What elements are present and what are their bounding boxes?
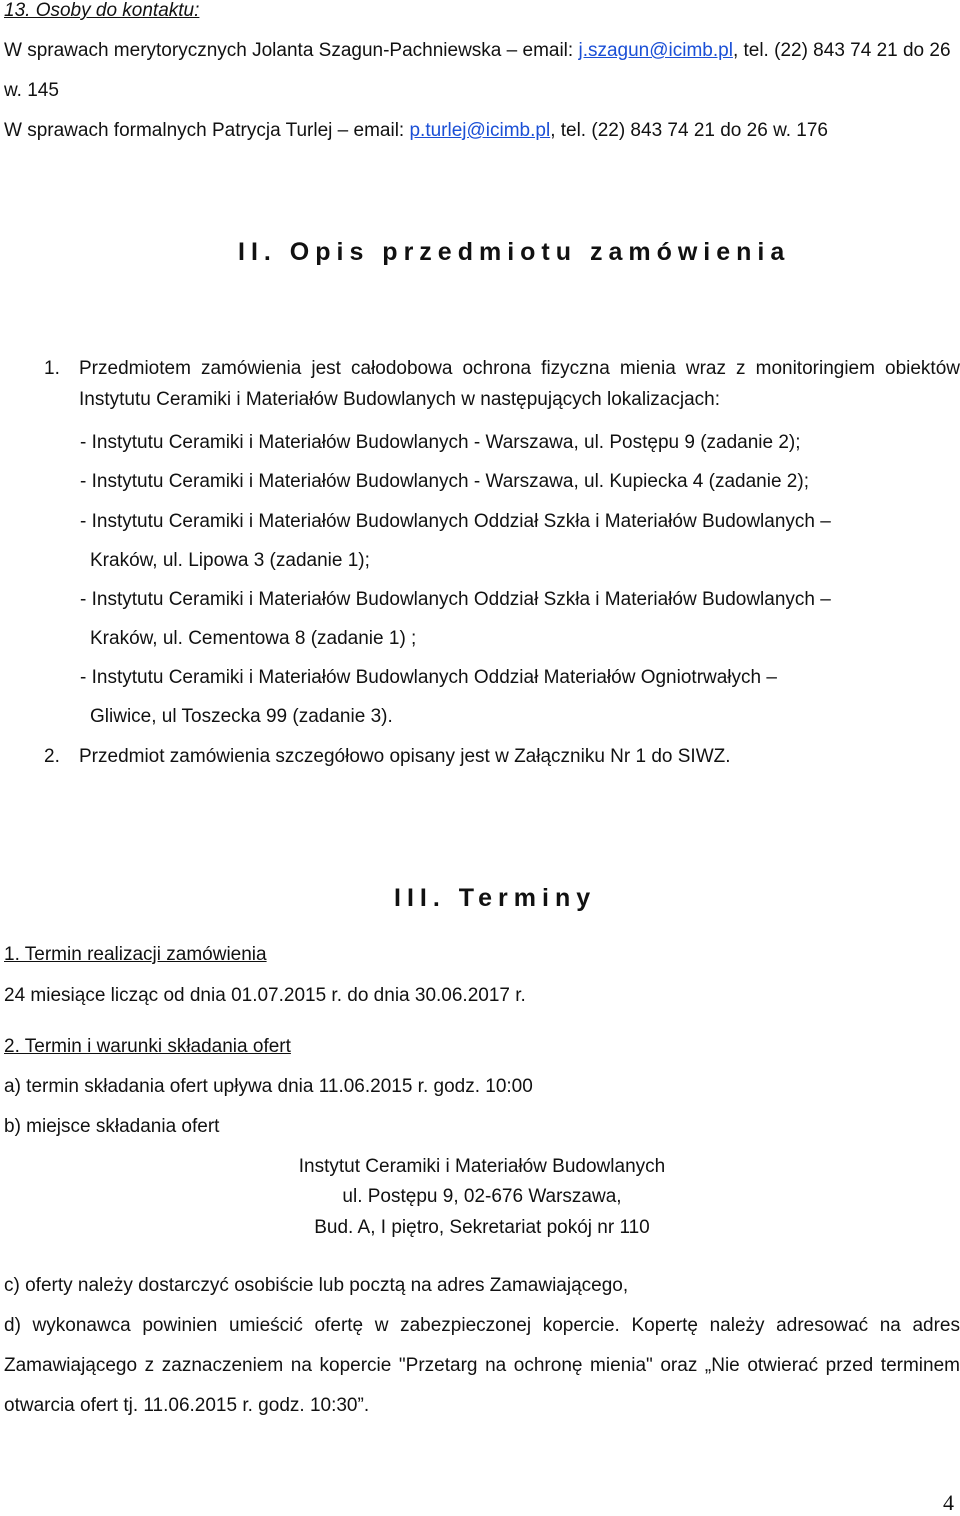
item-1-line-1: Przedmiotem zamówienia jest całodobowa ochrona fizyczna mienia wraz z monitoringiem obiektów bbox=[79, 358, 960, 379]
page-number: 4 bbox=[943, 1490, 954, 1515]
location-1: - Instytutu Ceramiki i Materiałów Budowlanych - Warszawa, ul. Postępu 9 (zadanie 2); bbox=[80, 432, 801, 453]
formal-phone: , tel. (22) 843 74 21 do 26 w. 176 bbox=[550, 120, 828, 141]
substantive-extension: w. 145 bbox=[4, 80, 59, 101]
address-line-1: Instytut Ceramiki i Materiałów Budowlanych bbox=[298, 1156, 666, 1177]
term-2-d-line-3: otwarcia ofert tj. 11.06.2015 r. godz. 10:30”. bbox=[4, 1395, 370, 1416]
location-4: - Instytutu Ceramiki i Materiałów Budowlanych Oddział Szkła i Materiałów Budowlanych – bbox=[80, 589, 831, 610]
formal-contact-prefix: W sprawach formalnych Patrycja Turlej – email: bbox=[4, 120, 410, 141]
substantive-contact-prefix: W sprawach merytorycznych Jolanta Szagun-Pachniewska – email: bbox=[4, 40, 579, 61]
location-2: - Instytutu Ceramiki i Materiałów Budowlanych - Warszawa, ul. Kupiecka 4 (zadanie 2); bbox=[80, 471, 809, 492]
location-5-address: Gliwice, ul Toszecka 99 (zadanie 3). bbox=[90, 706, 393, 727]
term-2-c: c) oferty należy dostarczyć osobiście lub pocztą na adres Zamawiającego, bbox=[4, 1275, 629, 1296]
substantive-email-link[interactable]: j.szagun@icimb.pl bbox=[578, 40, 733, 61]
address-line-3: Bud. A, I piętro, Sekretariat pokój nr 110 bbox=[314, 1217, 650, 1238]
location-4-address: Kraków, ul. Cementowa 8 (zadanie 1) ; bbox=[90, 628, 417, 649]
item-1-line-2: Instytutu Ceramiki i Materiałów Budowlanych w następujących lokalizacjach: bbox=[79, 389, 721, 410]
location-3: - Instytutu Ceramiki i Materiałów Budowlanych Oddział Szkła i Materiałów Budowlanych – bbox=[80, 511, 831, 532]
item-1-number: 1. bbox=[44, 358, 60, 379]
item-2-number: 2. bbox=[44, 746, 60, 767]
location-5: - Instytutu Ceramiki i Materiałów Budowlanych Oddział Materiałów Ogniotrwałych – bbox=[80, 667, 777, 688]
term-1-text: 24 miesiące licząc od dnia 01.07.2015 r. do dnia 30.06.2017 r. bbox=[4, 985, 526, 1006]
term-2-heading: 2. Termin i warunki składania ofert bbox=[4, 1036, 291, 1057]
contacts-heading: 13. Osoby do kontaktu: bbox=[4, 0, 200, 21]
formal-contact-line bbox=[4, 120, 828, 142]
substantive-phone: , tel. (22) 843 74 21 do 26 bbox=[732, 40, 951, 61]
address-line-2: ul. Postępu 9, 02-676 Warszawa, bbox=[342, 1186, 622, 1207]
term-2-d-line-1: d) wykonawca powinien umieścić ofertę w zabezpieczonej kopercie. Kopertę należy adresować na adres bbox=[4, 1315, 960, 1336]
item-2-text: Przedmiot zamówienia szczegółowo opisany jest w Załączniku Nr 1 do SIWZ. bbox=[79, 746, 731, 767]
term-2-d-line-2: Zamawiającego z zaznaczeniem na kopercie "Przetarg na ochronę mienia" oraz „Nie otwierać przed terminem bbox=[4, 1355, 960, 1376]
term-2-b: b) miejsce składania ofert bbox=[4, 1116, 220, 1137]
term-2-a: a) termin składania ofert upływa dnia 11.06.2015 r. godz. 10:00 bbox=[4, 1076, 533, 1097]
formal-email-link[interactable]: p.turlej@icimb.pl bbox=[409, 120, 551, 141]
location-3-address: Kraków, ul. Lipowa 3 (zadanie 1); bbox=[90, 550, 370, 571]
section-3-title: III. Terminy bbox=[394, 884, 597, 912]
substantive-contact-line bbox=[4, 40, 951, 62]
term-1-heading: 1. Termin realizacji zamówienia bbox=[4, 944, 267, 965]
section-2-title: II. Opis przedmiotu zamówienia bbox=[238, 238, 791, 266]
